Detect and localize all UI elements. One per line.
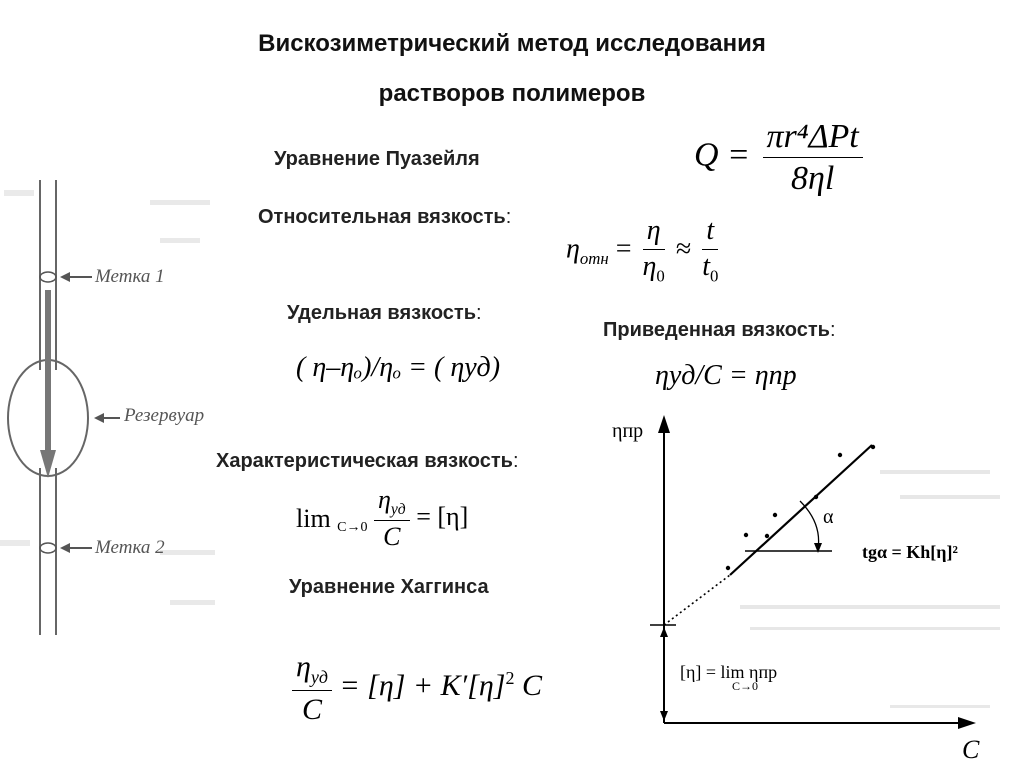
- relative-den-1: η: [642, 250, 657, 282]
- mark-2-ring: [40, 543, 56, 553]
- mark-1-arrowhead: [60, 272, 70, 282]
- poiseuille-numerator: πr⁴ΔPt: [763, 118, 863, 158]
- relative-den-2: t: [702, 250, 710, 282]
- data-point: [726, 566, 730, 570]
- reservoir-arrowhead: [94, 413, 104, 423]
- relative-approx: ≈: [675, 233, 692, 265]
- data-point: [871, 445, 875, 449]
- huggins-rhs-a: = [η] + K′[η]: [339, 668, 506, 702]
- huggins-num: η: [296, 650, 311, 683]
- mark-2-arrowhead: [60, 543, 70, 553]
- poiseuille-label: Уравнение Пуазейля: [274, 148, 480, 170]
- graph-x-arrow: [958, 717, 976, 729]
- intercept-formula-sub: C→0: [732, 679, 759, 693]
- reduced-viscosity-text: Приведенная вязкость: [603, 319, 830, 341]
- data-point: [814, 495, 818, 499]
- intrinsic-viscosity-formula: [296, 486, 468, 552]
- data-point: [773, 513, 777, 517]
- specific-viscosity-text: Удельная вязкость: [287, 302, 476, 324]
- data-point: [765, 534, 769, 538]
- reduced-viscosity-formula: ηуд/C = ηпр: [655, 360, 797, 391]
- fit-line-extrapolation: [664, 575, 730, 625]
- relative-den-2-sub: 0: [709, 266, 719, 286]
- reduced-viscosity-graph: [600, 405, 1020, 765]
- data-point: [838, 453, 842, 457]
- angle-label: α: [823, 506, 834, 528]
- relative-num-1: η: [643, 216, 665, 250]
- specific-viscosity-colon: :: [475, 302, 482, 324]
- intrinsic-num: η: [378, 485, 391, 514]
- specific-viscosity-label: [287, 302, 482, 325]
- intrinsic-lim-sub: C→0: [337, 519, 368, 535]
- intrinsic-viscosity-label: [216, 450, 519, 473]
- intrinsic-num-sub: уд: [390, 501, 406, 519]
- huggins-rhs-sup: 2: [505, 667, 515, 688]
- graph-y-axis-label: ηпр: [612, 420, 644, 442]
- relative-lhs-sub: отн: [579, 248, 609, 268]
- relative-viscosity-label: [258, 206, 511, 229]
- relative-den-1-sub: 0: [656, 266, 665, 286]
- data-point: [744, 533, 748, 537]
- poiseuille-lhs: Q =: [694, 136, 750, 174]
- huggins-formula: [292, 650, 542, 726]
- relative-eq: =: [615, 233, 632, 265]
- relative-viscosity-text: Относительная вязкость: [258, 206, 506, 228]
- mark-2-label: Метка 2: [95, 537, 165, 558]
- intercept-formula-main: [η] = lim ηпр: [680, 662, 778, 682]
- intrinsic-viscosity-colon: :: [512, 450, 519, 472]
- flow-arrow-head: [40, 450, 56, 478]
- relative-viscosity-formula: [566, 216, 722, 286]
- intrinsic-den: C: [383, 522, 401, 552]
- huggins-num-sub: уд: [310, 667, 328, 687]
- mark-1-label: Метка 1: [95, 266, 165, 287]
- relative-lhs: η: [566, 233, 580, 265]
- graph-x-axis-label: C: [962, 735, 980, 764]
- relative-num-2: t: [702, 216, 718, 250]
- slope-formula: tgα = Kh[η]²: [862, 542, 958, 562]
- graph-y-arrow: [658, 415, 670, 433]
- reduced-viscosity-colon: :: [829, 319, 836, 341]
- fit-line: [730, 445, 872, 575]
- reservoir-label: Резервуар: [124, 405, 205, 426]
- reduced-viscosity-label: [603, 319, 836, 342]
- huggins-den: C: [301, 692, 322, 726]
- poiseuille-denominator: 8ηl: [790, 160, 835, 198]
- intrinsic-viscosity-text: Характеристическая вязкость: [216, 450, 513, 472]
- huggins-label: Уравнение Хаггинса: [289, 576, 489, 598]
- page-title-line-1: Вискозиметрический метод исследования: [258, 30, 766, 57]
- intrinsic-lim: lim: [296, 503, 331, 533]
- intercept-formula: [680, 662, 777, 694]
- poiseuille-formula: [694, 118, 863, 198]
- page-title-line-2: растворов полимеров: [378, 80, 646, 107]
- specific-viscosity-formula: ( η–ηₒ)/ηₒ = ( ηуд): [296, 352, 501, 383]
- mark-1-ring: [40, 272, 56, 282]
- huggins-rhs-b: C: [521, 668, 542, 702]
- relative-viscosity-colon: :: [505, 206, 512, 228]
- intercept-arrow-down: [660, 711, 668, 721]
- intrinsic-rhs: = [η]: [416, 501, 469, 531]
- intercept-arrow-up: [660, 627, 668, 637]
